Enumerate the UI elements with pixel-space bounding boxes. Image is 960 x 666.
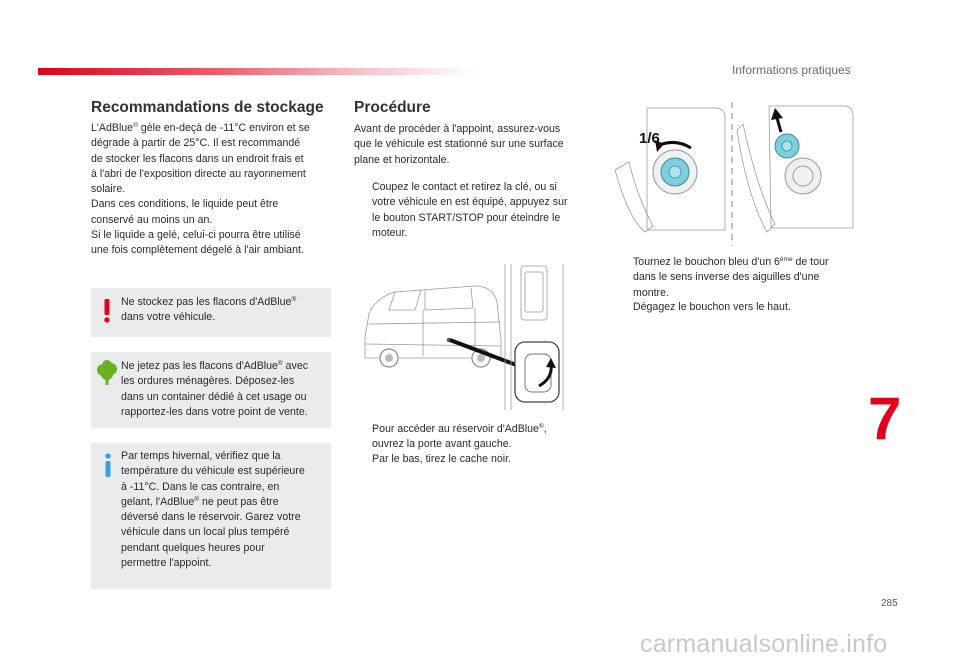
info-text: permettre l'appoint. [121, 557, 212, 570]
step-line: Coupez le contact et retirez la clé, ou si [372, 181, 557, 193]
intro-line: plane et horizontale. [354, 153, 450, 166]
info-text: Par temps hivernal, vérifiez que la [121, 450, 281, 462]
registered-mark: ® [291, 296, 297, 303]
chapter-number: 7 [868, 385, 902, 452]
step-line: ouvrez la porte avant gauche. [372, 438, 512, 451]
step-line: le bouton START/STOP pour éteindre le [372, 211, 561, 224]
section-title: Informations pratiques [732, 63, 851, 77]
procedure-intro [354, 122, 594, 168]
eco-text: avec [282, 360, 309, 372]
step-line: , [543, 423, 547, 435]
step-line: votre véhicule en est équipé, appuyez sur [372, 196, 568, 209]
environment-box [91, 352, 331, 428]
storage-text-start: L'AdBlue [91, 122, 134, 134]
storage-paragraph [91, 121, 336, 259]
step-line: Tournez le bouchon bleu d'un 6 [633, 256, 780, 268]
storage-line: une fois complètement dégelé à l'air ambiant. [91, 244, 304, 257]
storage-title: Recommandations de stockage [91, 99, 324, 116]
procedure-title: Procédure [354, 99, 431, 116]
info-icon [102, 452, 114, 478]
eco-text: les ordures ménagères. Déposez-les [121, 375, 295, 388]
step-remove-cap [615, 300, 858, 315]
intro-line: Avant de procéder à l'appoint, assurez-vous [354, 123, 561, 135]
warning-box [91, 288, 331, 337]
storage-line: dégrade à partir de 25°C. Il est recommandé [91, 137, 301, 150]
info-text: température du véhicule est supérieure [121, 465, 305, 478]
step-line: dans le sens inverse des aiguilles d'une [633, 271, 820, 284]
eco-text: Ne jetez pas les flacons d'AdBlue [121, 360, 278, 372]
step-open-door [354, 422, 607, 453]
info-box [91, 443, 331, 589]
info-text: déversé dans le réservoir. Garez votre [121, 511, 301, 524]
ordinal-superscript: ème [779, 256, 793, 263]
info-text: à -11°C. Dans le cas contraire, en [121, 480, 280, 493]
step-line: moteur. [372, 226, 408, 239]
registered-mark: ® [194, 495, 200, 503]
registered-mark: ® [277, 360, 283, 367]
watermark: carmanualsonline.info [640, 630, 888, 658]
registered-mark: ® [133, 122, 138, 129]
tree-icon [96, 360, 118, 386]
van-door-illustration [355, 262, 567, 412]
step-line: Dégagez le bouchon vers le haut. [633, 301, 791, 313]
storage-text-cont: gèle en-deçà de -11°C environ et se [137, 122, 310, 134]
info-text: véhicule dans un local plus tempéré [121, 526, 290, 539]
cap-illustration [607, 100, 859, 250]
step-pull-cover [354, 452, 607, 467]
step-line: Par le bas, tirez le cache noir. [372, 453, 511, 465]
eco-text: dans un container dédié à cet usage ou [121, 390, 307, 403]
info-text: ne peut pas être [199, 495, 279, 508]
info-text: pendant quelques heures pour [121, 541, 265, 554]
storage-line: à l'abri de l'exposition directe au rayonnement [91, 167, 306, 180]
warning-text: dans votre véhicule. [121, 311, 216, 324]
storage-line: Si le liquide a gelé, celui-ci pourra être utilisé [91, 229, 301, 242]
warning-text: Ne stockez pas les flacons d'AdBlue [121, 296, 292, 308]
exclamation-icon [101, 298, 113, 324]
registered-mark: ® [538, 423, 544, 430]
step-line: de tour [792, 256, 829, 268]
header-accent-bar [38, 68, 478, 75]
one-sixth-label: 1/6 [639, 130, 660, 147]
step-turn-cap [615, 255, 858, 301]
step-line: montre. [633, 286, 669, 299]
eco-text: rapportez-les dans votre point de vente. [121, 405, 308, 418]
step-line: Pour accéder au réservoir d'AdBlue [372, 423, 539, 435]
storage-line: Dans ces conditions, le liquide peut être [91, 198, 279, 211]
storage-line: conservé au moins un an. [91, 213, 213, 226]
storage-line: de stocker les flacons dans un endroit frais et [91, 152, 304, 165]
intro-line: que le véhicule est stationné sur une surface [354, 138, 564, 151]
page-number: 285 [881, 598, 898, 609]
info-text: gelant, l'AdBlue [121, 495, 195, 508]
step-switch-off [354, 180, 607, 241]
storage-line: solaire. [91, 183, 126, 196]
